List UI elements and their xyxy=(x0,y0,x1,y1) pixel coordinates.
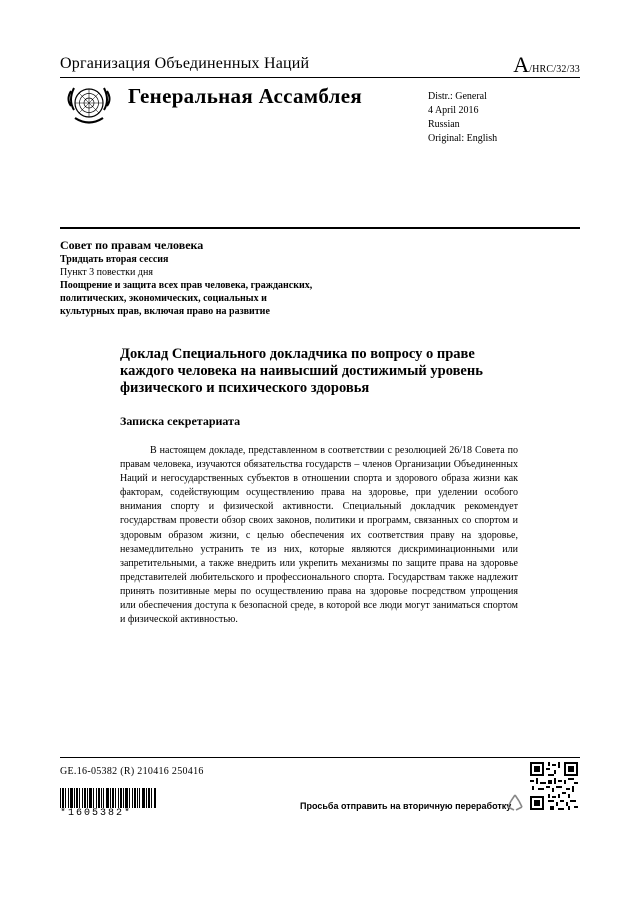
section-divider xyxy=(60,227,580,229)
note-heading: Записка секретариата xyxy=(120,414,241,428)
summary-paragraph: В настоящем докладе, представленном в соответствии с резолюцией 26/18 Совета по правам человека, изучаются обязательства государств – членов Организации Объединенных Наций и негосударственных субъектов в отношении спорта и здорового образа жизни как факторам, содействующим осуществлению права на здоровье, при уделении особого внимания спорту и физической активности. Специальный докладчик рекомендует государствам провести обзор своих законов, политики и программ, связанных со спортом и здоровым образом жизни, с целью обеспечения их соответствия праву на здоровье, незамедлительно устранить те из них, которые являются дискриминационными или запретительными, а также внедрить или укрепить механизмы по защите права на здоровье представителей любительского и профессионального спорта. Государствам также надлежит принять позитивные меры по осуществлению права на здоровье посредством упрощения или обеспечения доступа к безопасной среде, в которой все люди могут заниматься спортом и физической активностью. xyxy=(120,445,518,626)
report-title: Доклад Специального докладчика по вопросу о праве каждого человека на наивысший достижимый уровень физического и психического здоровья xyxy=(120,346,483,396)
organization-name: Организация Объединенных Наций xyxy=(60,55,310,72)
agenda-topic: Поощрение и защита всех прав человека, гражданских, политических, экономических, социальных и культурных прав, включая право на развитие xyxy=(60,280,313,317)
barcode-icon xyxy=(60,788,156,808)
assembly-title: Генеральная Ассамблея xyxy=(128,84,363,108)
distribution-label: Distr.: General xyxy=(428,91,487,102)
recycle-icon xyxy=(504,792,526,814)
recycle-note: Просьба отправить на вторичную переработку xyxy=(300,801,512,811)
original-language: Original: English xyxy=(428,133,498,144)
symbol-code: /HRC/32/33 xyxy=(529,64,580,75)
session-name: Тридцать вторая сессия xyxy=(60,254,169,265)
symbol-prefix: A xyxy=(513,52,530,77)
qr-code-icon xyxy=(528,760,580,812)
barcode-number: *1605382* xyxy=(60,808,133,819)
document-number: GE.16-05382 (R) 210416 250416 xyxy=(60,766,204,777)
issue-date: 4 April 2016 xyxy=(428,105,479,116)
footer-rule xyxy=(60,757,580,758)
distribution-info xyxy=(428,90,497,146)
un-emblem-icon xyxy=(64,80,114,130)
header-rule xyxy=(60,77,580,78)
document-language: Russian xyxy=(428,119,460,130)
agenda-item: Пункт 3 повестки дня xyxy=(60,267,153,278)
document-symbol xyxy=(513,52,580,78)
session-info xyxy=(60,238,320,318)
council-name: Совет по правам человека xyxy=(60,238,204,252)
